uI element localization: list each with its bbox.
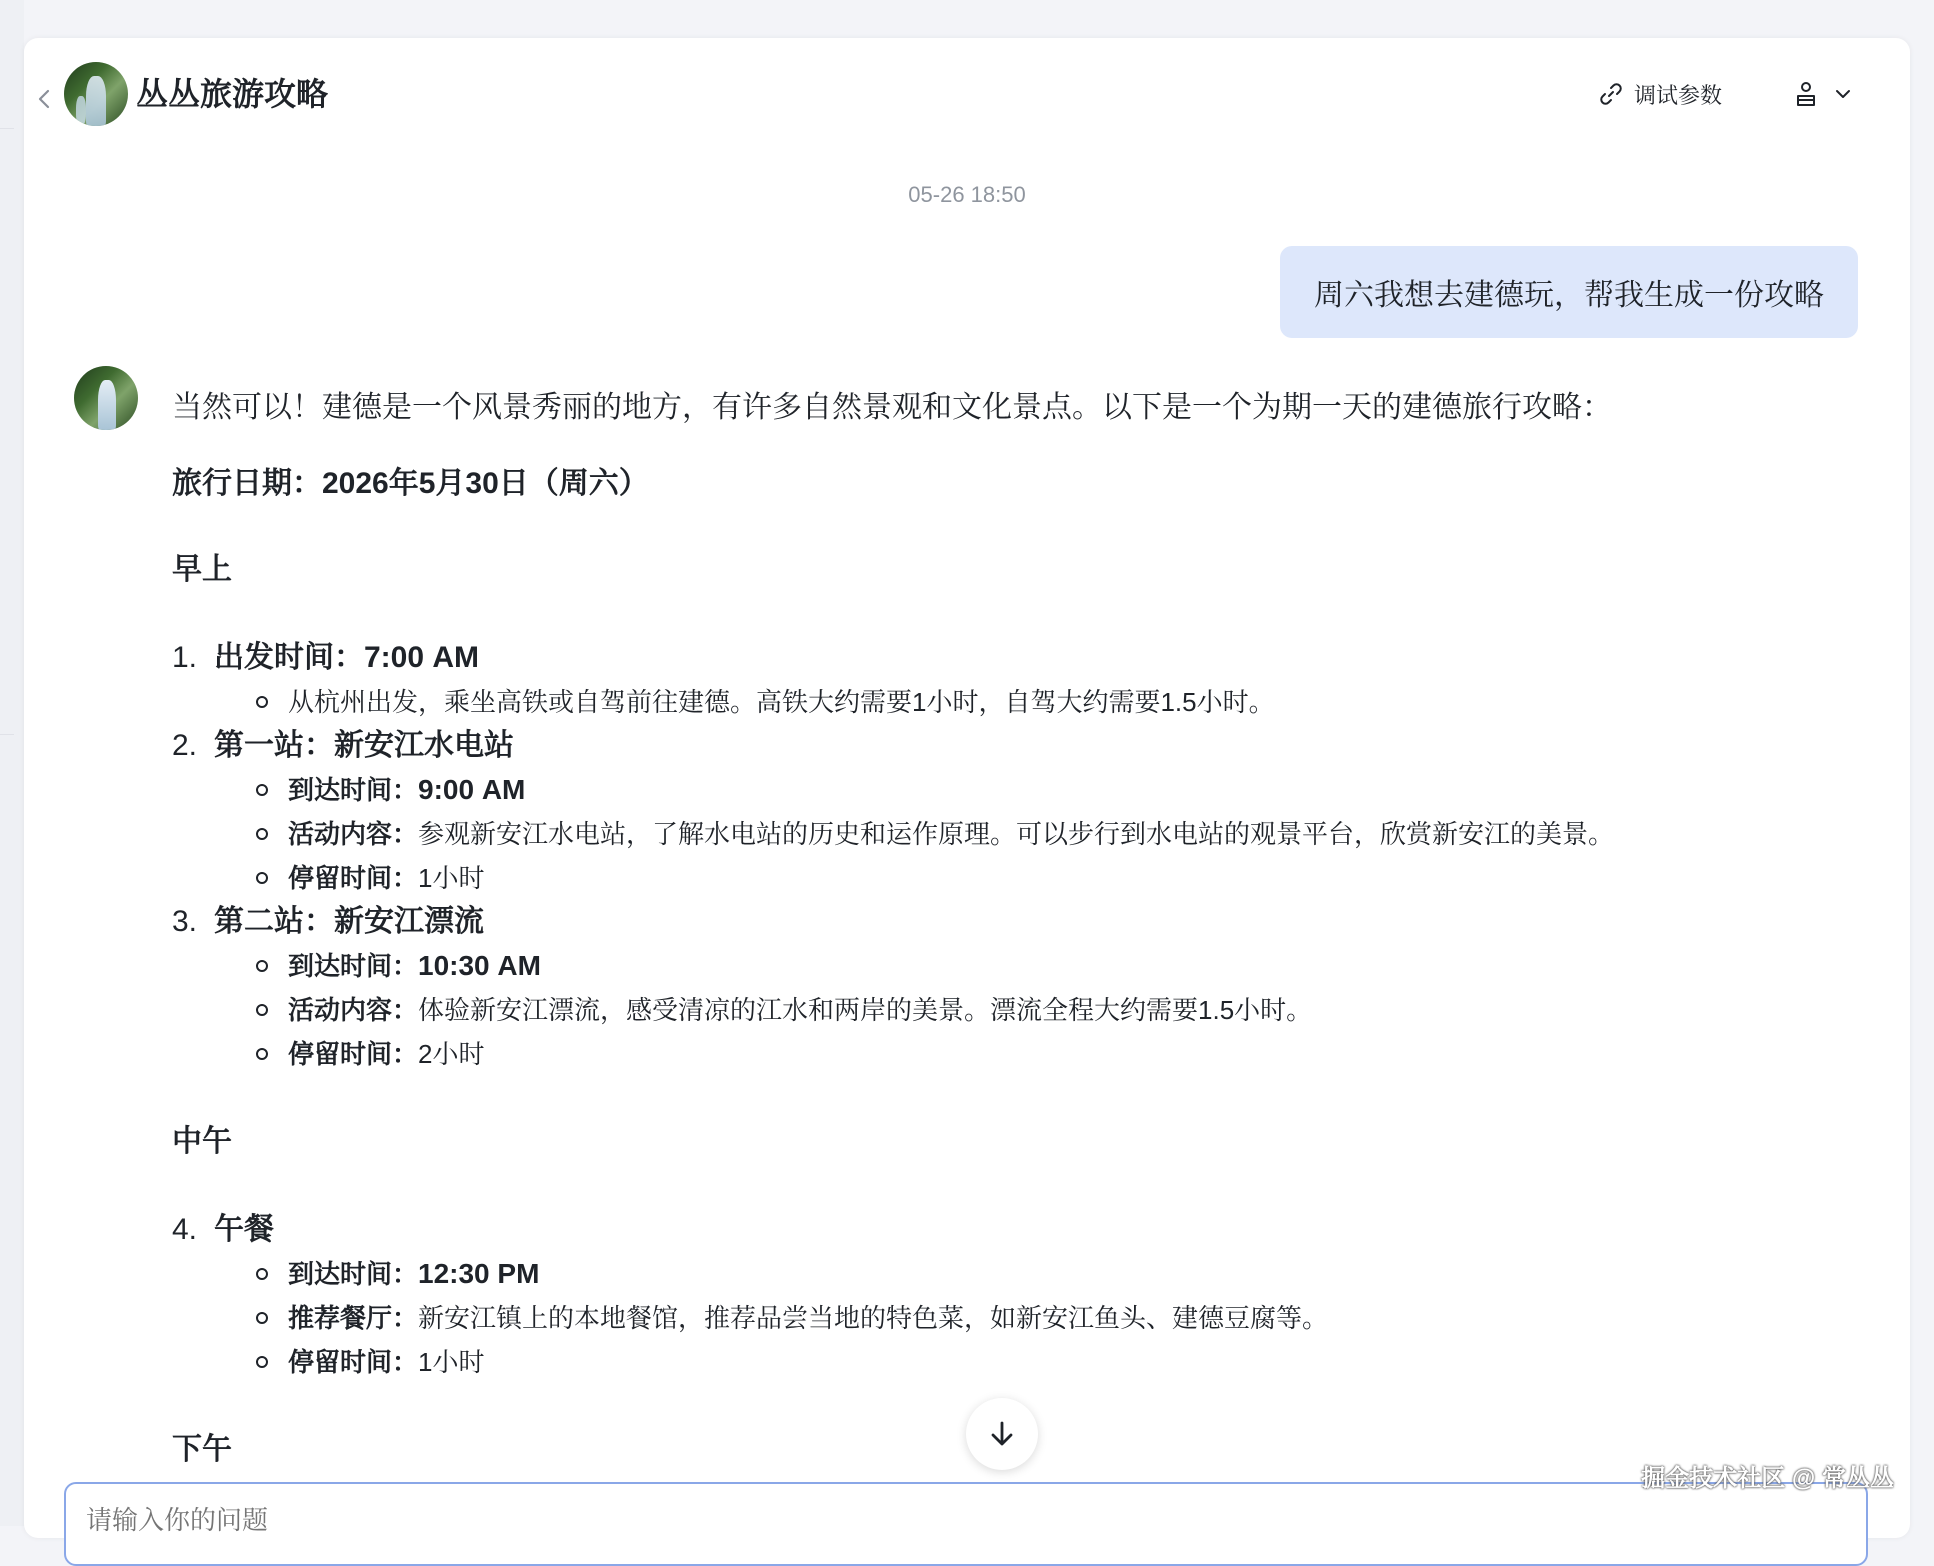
step-details (214, 944, 1872, 1076)
detail-value: 12:30 PM (418, 1258, 540, 1289)
credit-watermark: 掘金技术社区 @ 常丛丛 (1641, 1465, 1894, 1492)
arrow-down-icon (986, 1418, 1018, 1450)
sidebar-divider (0, 128, 14, 129)
list-item (288, 1296, 1872, 1340)
step-number: 1. (172, 641, 198, 674)
detail-key: 活动内容： (288, 819, 419, 849)
link-icon (1598, 81, 1624, 107)
detail-key: 到达时间： (288, 1259, 419, 1289)
step-title: 第二站：新安江漂流 (214, 905, 484, 938)
debug-params-label: 调试参数 (1634, 82, 1723, 108)
user-message-bubble: 周六我想去建德玩，帮我生成一份攻略 (1280, 246, 1858, 338)
detail-value: 1小时 (418, 863, 485, 893)
list-item (288, 988, 1872, 1032)
travel-date: 旅行日期：2026年5月30日（周六） (172, 467, 649, 500)
itinerary-step (172, 900, 1872, 1076)
user-menu[interactable] (1794, 76, 1852, 112)
itinerary-step (172, 1208, 1872, 1384)
list-item: 从杭州出发，乘坐高铁或自驾前往建德。高铁大约需要1小时，自驾大约需要1.5小时。 (288, 680, 1872, 724)
step-number: 2. (172, 729, 198, 762)
section-heading-morning: 早上 (172, 553, 232, 586)
step-title: 第一站：新安江水电站 (214, 729, 514, 762)
step-details (214, 680, 1872, 724)
step-number: 3. (172, 905, 198, 938)
section-heading-afternoon: 下午 (172, 1433, 232, 1466)
page-title: 丛丛旅游攻略 (136, 76, 329, 112)
itinerary-list-morning (172, 636, 1872, 1076)
detail-value: 2小时 (418, 1039, 485, 1069)
list-item (288, 944, 1872, 988)
chevron-down-icon (1834, 85, 1852, 103)
bot-answer (172, 388, 1872, 1516)
step-details (214, 1252, 1872, 1384)
detail-key: 推荐餐厅： (288, 1303, 419, 1333)
detail-key: 活动内容： (288, 995, 419, 1025)
left-sidebar-edge (0, 0, 24, 1526)
itinerary-step (172, 724, 1872, 900)
section-heading-noon: 中午 (172, 1125, 232, 1158)
detail-key: 停留时间： (288, 1039, 419, 1069)
bot-message-avatar (74, 366, 138, 430)
detail-value: 体验新安江漂流，感受清凉的江水和两岸的美景。漂流全程大约需要1.5小时。 (418, 995, 1313, 1025)
itinerary-step (172, 636, 1872, 724)
list-item (288, 812, 1872, 856)
user-icon (1794, 81, 1818, 107)
list-item (288, 1252, 1872, 1296)
bot-avatar (64, 62, 128, 126)
detail-key: 到达时间： (288, 775, 419, 805)
list-item (288, 1340, 1872, 1384)
back-button[interactable] (32, 86, 58, 112)
step-number: 4. (172, 1213, 198, 1246)
step-details (214, 768, 1872, 900)
list-item (288, 1032, 1872, 1076)
detail-value: 新安江镇上的本地餐馆，推荐品尝当地的特色菜，如新安江鱼头、建德豆腐等。 (418, 1303, 1329, 1333)
chat-input-box[interactable] (64, 1482, 1868, 1566)
debug-params-button[interactable] (1598, 76, 1722, 112)
answer-intro: 当然可以！建德是一个风景秀丽的地方，有许多自然景观和文化景点。以下是一个为期一天的建德旅行攻略： (172, 391, 1612, 424)
chat-input[interactable] (84, 1504, 1788, 1537)
detail-value: 1小时 (418, 1347, 485, 1377)
message-timestamp: 05-26 18:50 (908, 182, 1026, 207)
detail-value: 9:00 AM (418, 774, 526, 805)
list-item (288, 856, 1872, 900)
chat-panel (24, 38, 1910, 1538)
detail-key: 停留时间： (288, 863, 419, 893)
sidebar-divider (0, 734, 14, 735)
chevron-left-icon (32, 86, 58, 112)
step-title: 午餐 (214, 1213, 274, 1246)
list-item (288, 768, 1872, 812)
detail-value: 10:30 AM (418, 950, 541, 981)
detail-key: 停留时间： (288, 1347, 419, 1377)
scroll-to-bottom-button[interactable] (966, 1398, 1038, 1470)
itinerary-list-noon (172, 1208, 1872, 1384)
detail-key: 到达时间： (288, 951, 419, 981)
step-title: 出发时间：7:00 AM (214, 641, 480, 674)
detail-value: 参观新安江水电站，了解水电站的历史和运作原理。可以步行到水电站的观景平台，欣赏新安江的美景。 (418, 819, 1615, 849)
